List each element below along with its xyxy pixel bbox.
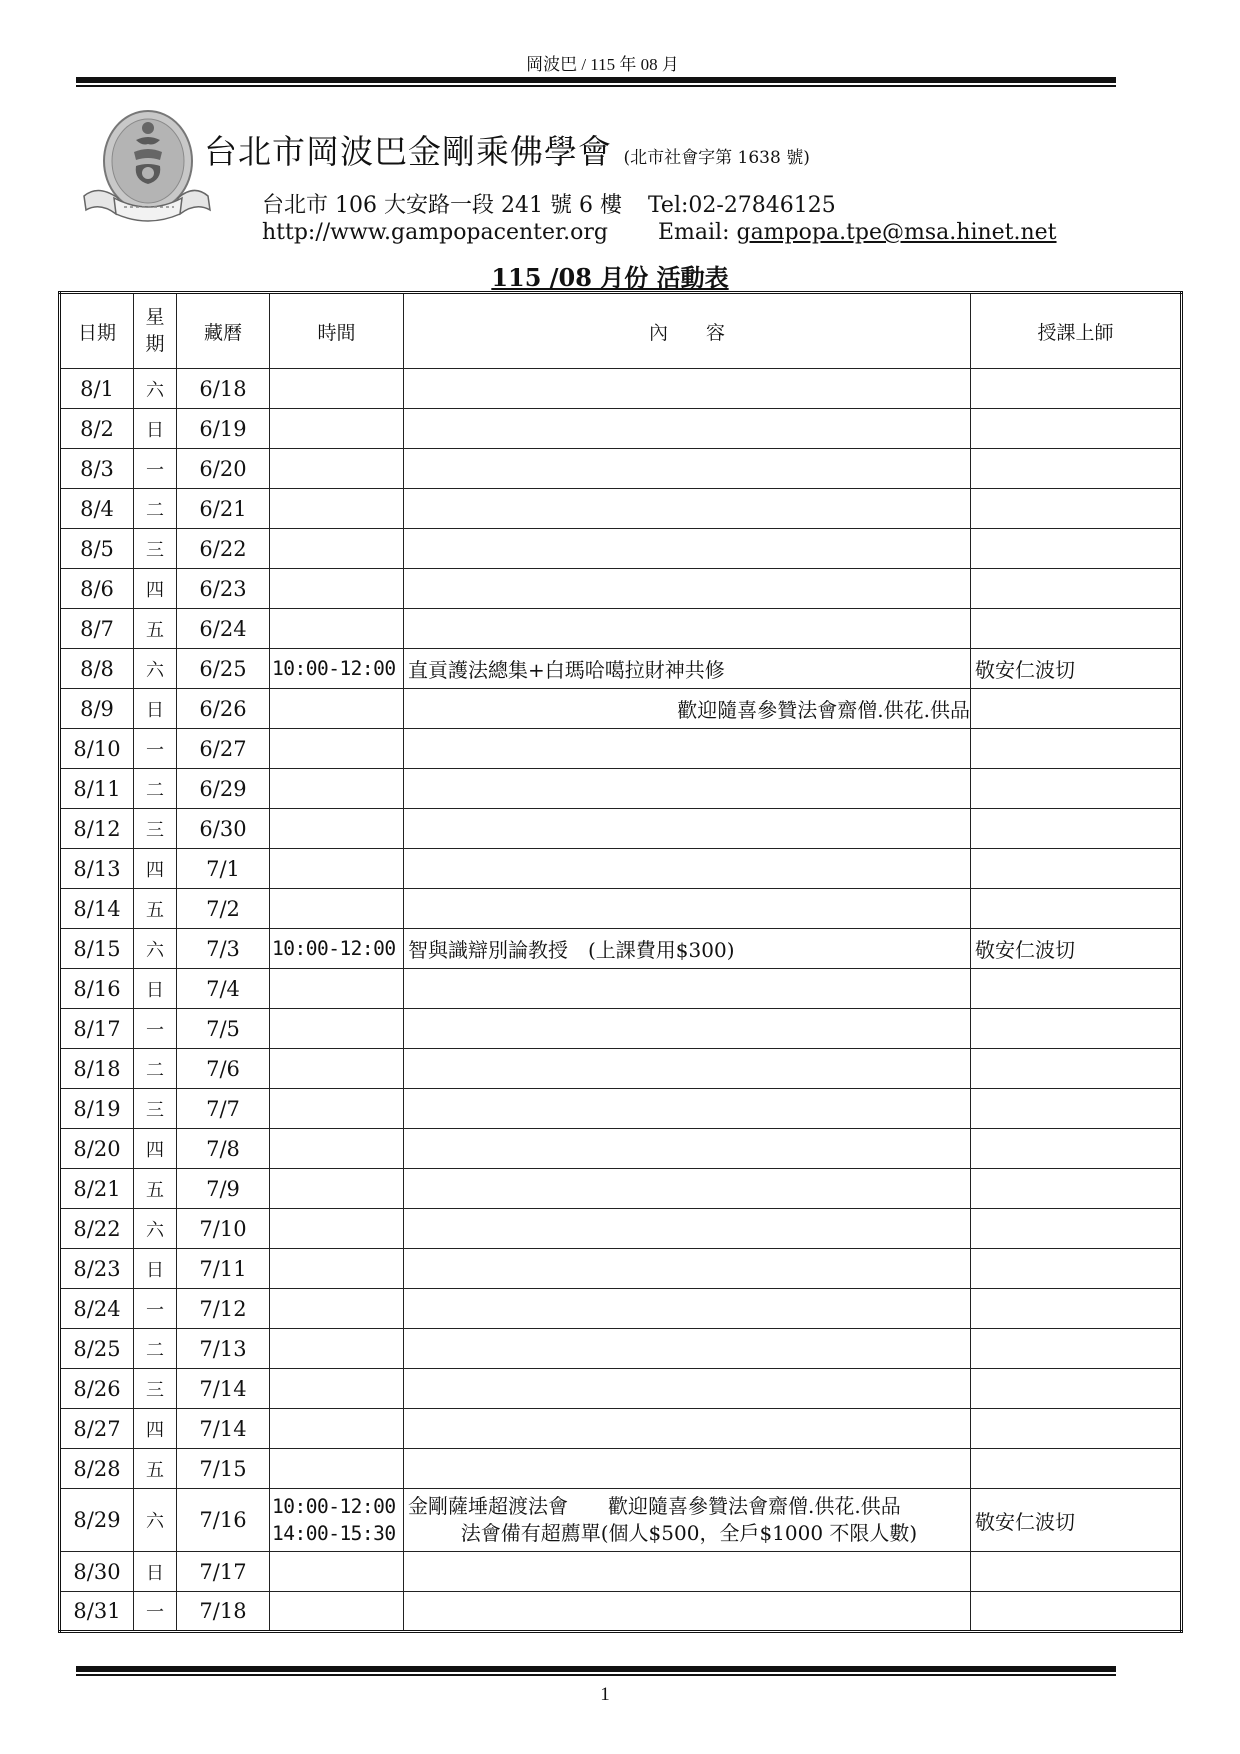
table-row: [60, 529, 1182, 569]
date-cell: 8/6: [60, 569, 134, 609]
teacher-cell: [971, 1249, 1182, 1289]
time-cell: [270, 529, 404, 569]
tibetan-date-cell: 6/30: [177, 809, 270, 849]
time-cell: [270, 609, 404, 649]
time-cell: [270, 1329, 404, 1369]
weekday-cell: 四: [134, 849, 177, 889]
content-cell: [404, 449, 971, 489]
teacher-cell: [971, 489, 1182, 529]
teacher-cell: [971, 689, 1182, 729]
teacher-cell: [971, 969, 1182, 1009]
date-cell: 8/23: [60, 1249, 134, 1289]
teacher-cell: [971, 529, 1182, 569]
teacher-cell: [971, 889, 1182, 929]
footer-rule-thin: [76, 1674, 1116, 1676]
time-cell: [270, 1089, 404, 1129]
weekday-cell: 一: [134, 729, 177, 769]
date-cell: 8/22: [60, 1209, 134, 1249]
content-cell: [404, 1489, 971, 1552]
teacher-cell: [971, 769, 1182, 809]
teacher-cell: [971, 1209, 1182, 1249]
col-header-time: 時間: [270, 293, 404, 369]
date-cell: 8/11: [60, 769, 134, 809]
tibetan-date-cell: 7/1: [177, 849, 270, 889]
table-row: [60, 969, 1182, 1009]
content-cell: [404, 1089, 971, 1129]
teacher-cell: [971, 1129, 1182, 1169]
weekday-cell: 六: [134, 1489, 177, 1552]
content-cell: [404, 1169, 971, 1209]
weekday-cell: 日: [134, 1249, 177, 1289]
table-row: [60, 1249, 1182, 1289]
time-cell: [270, 1369, 404, 1409]
date-cell: 8/8: [60, 649, 134, 689]
weekday-cell: 六: [134, 1209, 177, 1249]
date-cell: 8/4: [60, 489, 134, 529]
table-row: [60, 809, 1182, 849]
tibetan-date-cell: 6/27: [177, 729, 270, 769]
content-cell: [404, 969, 971, 1009]
weekday-cell: 四: [134, 569, 177, 609]
content-cell: [404, 1449, 971, 1489]
date-cell: 8/30: [60, 1552, 134, 1592]
teacher-cell: 敬安仁波切: [971, 929, 1182, 969]
weekday-cell: 三: [134, 529, 177, 569]
time-cell: [270, 1409, 404, 1449]
date-cell: 8/1: [60, 369, 134, 409]
content-cell: [404, 1552, 971, 1592]
table-row: [60, 1449, 1182, 1489]
time-cell: [270, 369, 404, 409]
date-cell: 8/2: [60, 409, 134, 449]
org-registration: (北市社會字第 1638 號): [623, 148, 810, 168]
table-row: [60, 1129, 1182, 1169]
teacher-cell: [971, 1369, 1182, 1409]
teacher-cell: [971, 849, 1182, 889]
table-row: [60, 449, 1182, 489]
content-cell: [404, 369, 971, 409]
date-cell: 8/26: [60, 1369, 134, 1409]
col-header-teacher: 授課上師: [971, 293, 1182, 369]
weekday-cell: 六: [134, 649, 177, 689]
time-cell: [270, 1552, 404, 1592]
email-link[interactable]: gampopa.tpe@msa.hinet.net: [736, 220, 1057, 245]
tibetan-date-cell: 7/14: [177, 1409, 270, 1449]
date-cell: 8/28: [60, 1449, 134, 1489]
time-cell: [270, 969, 404, 1009]
date-cell: 8/12: [60, 809, 134, 849]
table-row: [60, 729, 1182, 769]
time-cell: [270, 1129, 404, 1169]
table-row: [60, 609, 1182, 649]
teacher-cell: [971, 809, 1182, 849]
weekday-cell: 二: [134, 1329, 177, 1369]
teacher-cell: [971, 1049, 1182, 1089]
teacher-cell: 敬安仁波切: [971, 649, 1182, 689]
time-cell: [270, 809, 404, 849]
tibetan-date-cell: 7/2: [177, 889, 270, 929]
tibetan-date-cell: 7/6: [177, 1049, 270, 1089]
teacher-cell: [971, 1552, 1182, 1592]
tibetan-date-cell: 7/7: [177, 1089, 270, 1129]
tibetan-date-cell: 6/24: [177, 609, 270, 649]
col-header-date: 日期: [60, 293, 134, 369]
address: 台北市 106 大安路一段 241 號 6 樓: [262, 193, 622, 218]
tibetan-date-cell: 7/16: [177, 1489, 270, 1552]
content-cell: [404, 809, 971, 849]
col-header-tibetan-calendar: 藏曆: [177, 293, 270, 369]
time-cell: [270, 1009, 404, 1049]
date-cell: 8/25: [60, 1329, 134, 1369]
content-cell: [404, 609, 971, 649]
content-cell: [404, 1009, 971, 1049]
table-header-row: [60, 293, 1182, 369]
time-cell: [270, 769, 404, 809]
header-rule: [76, 77, 1116, 83]
content-cell: [404, 529, 971, 569]
table-row: [60, 569, 1182, 609]
tibetan-date-cell: 6/22: [177, 529, 270, 569]
time-cell: [270, 1489, 404, 1552]
header-rule-thin: [76, 85, 1116, 87]
table-row: [60, 1592, 1182, 1632]
teacher-cell: [971, 569, 1182, 609]
time-cell: [270, 689, 404, 729]
content-cell: [404, 1289, 971, 1329]
website-link[interactable]: http://www.gampopacenter.org: [262, 220, 608, 245]
tibetan-date-cell: 7/3: [177, 929, 270, 969]
time-cell: 10:00-12:00: [270, 649, 404, 689]
tibetan-date-cell: 6/20: [177, 449, 270, 489]
tibetan-date-cell: 7/18: [177, 1592, 270, 1632]
col-header-content: 內 容: [404, 293, 971, 369]
tibetan-date-cell: 6/23: [177, 569, 270, 609]
table-row: [60, 369, 1182, 409]
content-cell: [404, 1129, 971, 1169]
table-row: [60, 1009, 1182, 1049]
date-cell: 8/24: [60, 1289, 134, 1329]
date-cell: 8/19: [60, 1089, 134, 1129]
table-row: [60, 889, 1182, 929]
date-cell: 8/15: [60, 929, 134, 969]
date-cell: 8/17: [60, 1009, 134, 1049]
content-cell: [404, 1369, 971, 1409]
weekday-cell: 五: [134, 609, 177, 649]
weekday-header-line: 星: [145, 306, 165, 328]
weekday-cell: 日: [134, 409, 177, 449]
contact-line-1: [262, 188, 836, 219]
table-row: [60, 1552, 1182, 1592]
content-cell: [404, 889, 971, 929]
teacher-cell: [971, 1169, 1182, 1209]
weekday-cell: 一: [134, 1592, 177, 1632]
tibetan-date-cell: 6/25: [177, 649, 270, 689]
teacher-cell: [971, 369, 1182, 409]
date-cell: 8/29: [60, 1489, 134, 1552]
tibetan-date-cell: 7/15: [177, 1449, 270, 1489]
content-cell: [404, 1329, 971, 1369]
tibetan-date-cell: 7/17: [177, 1552, 270, 1592]
cell-line: 法會備有超薦單(個人$500，全戶$1000 不限人數): [460, 1521, 918, 1545]
time-cell: [270, 729, 404, 769]
table-row: [60, 1169, 1182, 1209]
tibetan-date-cell: 6/21: [177, 489, 270, 529]
organization-name: [204, 126, 810, 173]
date-cell: 8/5: [60, 529, 134, 569]
email-label: Email:: [657, 220, 730, 245]
tibetan-date-cell: 7/9: [177, 1169, 270, 1209]
date-cell: 8/3: [60, 449, 134, 489]
weekday-cell: 四: [134, 1409, 177, 1449]
teacher-cell: [971, 1089, 1182, 1129]
weekday-cell: 二: [134, 1049, 177, 1089]
table-row: [60, 649, 1182, 689]
content-cell: [404, 769, 971, 809]
time-cell: [270, 1169, 404, 1209]
schedule-table: [58, 291, 1183, 1633]
time-cell: [270, 1209, 404, 1249]
teacher-cell: [971, 1409, 1182, 1449]
teacher-cell: [971, 1592, 1182, 1632]
content-cell: [404, 1049, 971, 1089]
content-cell: [404, 1209, 971, 1249]
content-cell: 歡迎隨喜參贊法會齋僧.供花.供品: [404, 689, 971, 729]
table-row: [60, 849, 1182, 889]
schedule-body: [60, 369, 1182, 1632]
date-cell: 8/10: [60, 729, 134, 769]
org-name-text: 台北市岡波巴金剛乘佛學會: [204, 132, 612, 171]
tibetan-date-cell: 7/8: [177, 1129, 270, 1169]
date-cell: 8/18: [60, 1049, 134, 1089]
weekday-cell: 五: [134, 1449, 177, 1489]
teacher-cell: [971, 609, 1182, 649]
content-cell: 智與識辯別論教授 (上課費用$300): [404, 929, 971, 969]
weekday-cell: 一: [134, 1289, 177, 1329]
teacher-cell: [971, 1449, 1182, 1489]
tibetan-date-cell: 6/18: [177, 369, 270, 409]
content-cell: [404, 729, 971, 769]
time-cell: [270, 569, 404, 609]
time-cell: [270, 1249, 404, 1289]
table-row: [60, 1289, 1182, 1329]
tibetan-date-cell: 7/13: [177, 1329, 270, 1369]
date-cell: 8/16: [60, 969, 134, 1009]
weekday-cell: 日: [134, 969, 177, 1009]
tibetan-date-cell: 6/19: [177, 409, 270, 449]
date-cell: 8/9: [60, 689, 134, 729]
weekday-cell: 五: [134, 889, 177, 929]
content-cell: 直貢護法總集+白瑪哈噶拉財神共修: [404, 649, 971, 689]
time-cell: [270, 889, 404, 929]
table-row: [60, 409, 1182, 449]
table-row: [60, 1409, 1182, 1449]
table-row: [60, 1329, 1182, 1369]
col-header-weekday: [134, 293, 177, 369]
time-cell: [270, 1049, 404, 1089]
time-cell: [270, 1449, 404, 1489]
cell-line: 金剛薩埵超渡法會 歡迎隨喜參贊法會齋僧.供花.供品: [408, 1494, 901, 1518]
weekday-cell: 五: [134, 1169, 177, 1209]
time-cell: [270, 409, 404, 449]
tibetan-date-cell: 7/4: [177, 969, 270, 1009]
tibetan-date-cell: 7/5: [177, 1009, 270, 1049]
tibetan-date-cell: 7/12: [177, 1289, 270, 1329]
weekday-cell: 四: [134, 1129, 177, 1169]
teacher-cell: [971, 1009, 1182, 1049]
date-cell: 8/7: [60, 609, 134, 649]
time-cell: 10:00-12:00: [270, 929, 404, 969]
table-row: [60, 1489, 1182, 1552]
table-row: [60, 1089, 1182, 1129]
table-row: [60, 1369, 1182, 1409]
weekday-cell: 六: [134, 929, 177, 969]
content-cell: [404, 569, 971, 609]
weekday-cell: 二: [134, 769, 177, 809]
time-cell: [270, 489, 404, 529]
time-cell: [270, 849, 404, 889]
teacher-cell: [971, 409, 1182, 449]
time-cell: [270, 1289, 404, 1329]
date-cell: 8/14: [60, 889, 134, 929]
weekday-cell: 一: [134, 449, 177, 489]
weekday-cell: 一: [134, 1009, 177, 1049]
time-cell: [270, 449, 404, 489]
weekday-cell: 三: [134, 809, 177, 849]
page-number: 1: [600, 1684, 610, 1705]
running-title: 岡波巴 / 115 年 08 月: [526, 55, 679, 74]
contact-line-2: [262, 220, 1057, 245]
weekday-header-line: 期: [145, 333, 165, 355]
teacher-cell: [971, 729, 1182, 769]
tibetan-date-cell: 7/14: [177, 1369, 270, 1409]
date-cell: 8/21: [60, 1169, 134, 1209]
tibetan-date-cell: 7/10: [177, 1209, 270, 1249]
date-cell: 8/27: [60, 1409, 134, 1449]
table-row: [60, 769, 1182, 809]
content-cell: [404, 489, 971, 529]
weekday-cell: 三: [134, 1369, 177, 1409]
cell-line: 10:00-12:00: [272, 1495, 396, 1518]
content-cell: [404, 1249, 971, 1289]
table-row: [60, 1209, 1182, 1249]
teacher-cell: [971, 449, 1182, 489]
dharma-wheel-seal-icon: [78, 106, 214, 224]
tibetan-date-cell: 6/29: [177, 769, 270, 809]
content-cell: [404, 1409, 971, 1449]
time-cell: [270, 1592, 404, 1632]
date-cell: 8/31: [60, 1592, 134, 1632]
weekday-cell: 三: [134, 1089, 177, 1129]
date-cell: 8/20: [60, 1129, 134, 1169]
schedule-title: 115 /08 月份 活動表: [491, 263, 729, 292]
tibetan-date-cell: 7/11: [177, 1249, 270, 1289]
content-cell: [404, 409, 971, 449]
telephone: Tel:02-27846125: [647, 193, 836, 218]
weekday-cell: 日: [134, 1552, 177, 1592]
content-cell: [404, 849, 971, 889]
table-row: [60, 489, 1182, 529]
weekday-cell: 日: [134, 689, 177, 729]
footer-rule: [76, 1666, 1116, 1672]
teacher-cell: [971, 1289, 1182, 1329]
table-row: [60, 929, 1182, 969]
date-cell: 8/13: [60, 849, 134, 889]
weekday-cell: 二: [134, 489, 177, 529]
cell-line: 14:00-15:30: [272, 1522, 396, 1545]
teacher-cell: 敬安仁波切: [971, 1489, 1182, 1552]
tibetan-date-cell: 6/26: [177, 689, 270, 729]
table-row: [60, 689, 1182, 729]
table-row: [60, 1049, 1182, 1089]
teacher-cell: [971, 1329, 1182, 1369]
weekday-cell: 六: [134, 369, 177, 409]
content-cell: [404, 1592, 971, 1632]
